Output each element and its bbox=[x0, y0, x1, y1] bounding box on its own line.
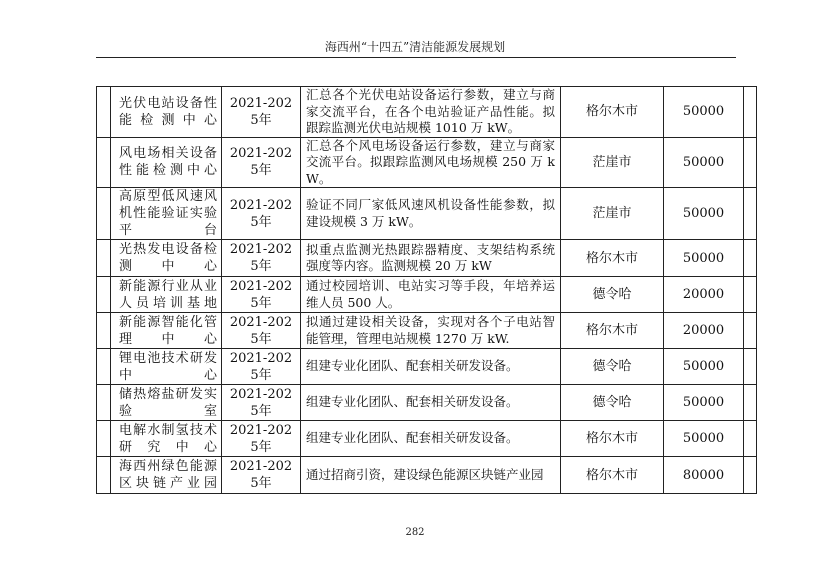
project-table bbox=[96, 86, 757, 494]
project-investment: 50000 bbox=[664, 188, 744, 240]
project-location: 格尔木市 bbox=[561, 457, 664, 494]
project-period: 2021-2025年 bbox=[222, 349, 301, 385]
project-period: 2021-2025年 bbox=[222, 313, 301, 349]
project-name: 储热熔盐研发实验室 bbox=[111, 385, 222, 421]
project-location: 茫崖市 bbox=[561, 137, 664, 188]
left-cell bbox=[97, 188, 111, 240]
right-cell bbox=[744, 87, 757, 138]
project-location: 德令哈 bbox=[561, 349, 664, 385]
project-name: 海西州绿色能源区块链产业园 bbox=[111, 457, 222, 494]
project-period: 2021-2025年 bbox=[222, 87, 301, 138]
left-cell bbox=[97, 87, 111, 138]
table-row bbox=[97, 188, 757, 240]
project-investment: 50000 bbox=[664, 87, 744, 138]
project-period: 2021-2025年 bbox=[222, 277, 301, 313]
table-row bbox=[97, 240, 757, 277]
table-row bbox=[97, 313, 757, 349]
left-cell bbox=[97, 137, 111, 188]
project-description: 组建专业化团队、配套相关研发设备。 bbox=[301, 349, 561, 385]
table-row bbox=[97, 385, 757, 421]
project-investment: 20000 bbox=[664, 277, 744, 313]
table-row bbox=[97, 349, 757, 385]
left-cell bbox=[97, 240, 111, 277]
left-cell bbox=[97, 385, 111, 421]
project-description: 汇总各个光伏电站设备运行参数，建立与商家交流平台，在各个电站验证产品性能。拟跟踪监测光伏电站规模 1010 万 kW。 bbox=[301, 87, 561, 138]
project-location: 格尔木市 bbox=[561, 87, 664, 138]
project-investment: 20000 bbox=[664, 313, 744, 349]
project-description: 组建专业化团队、配套相关研发设备。 bbox=[301, 385, 561, 421]
right-cell bbox=[744, 385, 757, 421]
project-investment: 50000 bbox=[664, 240, 744, 277]
right-cell bbox=[744, 137, 757, 188]
right-cell bbox=[744, 313, 757, 349]
page-header: 海西州“十四五”清洁能源发展规划 bbox=[324, 40, 506, 54]
right-cell bbox=[744, 240, 757, 277]
project-location: 茫崖市 bbox=[561, 188, 664, 240]
project-description: 汇总各个风电场设备运行参数，建立与商家交流平台。拟跟踪监测风电场规模 250 万 kW。 bbox=[301, 137, 561, 188]
project-investment: 50000 bbox=[664, 137, 744, 188]
project-location: 格尔木市 bbox=[561, 240, 664, 277]
left-cell bbox=[97, 277, 111, 313]
project-name: 锂电池技术研发中心 bbox=[111, 349, 222, 385]
project-period: 2021-2025年 bbox=[222, 385, 301, 421]
project-period: 2021-2025年 bbox=[222, 457, 301, 494]
project-investment: 80000 bbox=[664, 457, 744, 494]
project-location: 格尔木市 bbox=[561, 313, 664, 349]
project-period: 2021-2025年 bbox=[222, 421, 301, 457]
project-location: 德令哈 bbox=[561, 277, 664, 313]
project-description: 验证不同厂家低风速风机设备性能参数，拟建设规模 3 万 kW。 bbox=[301, 188, 561, 240]
header-rule bbox=[96, 57, 736, 58]
left-cell bbox=[97, 421, 111, 457]
project-location: 德令哈 bbox=[561, 385, 664, 421]
left-cell bbox=[97, 349, 111, 385]
project-name: 光热发电设备检测中心 bbox=[111, 240, 222, 277]
right-cell bbox=[744, 421, 757, 457]
project-period: 2021-2025年 bbox=[222, 188, 301, 240]
table-row bbox=[97, 457, 757, 494]
project-investment: 50000 bbox=[664, 421, 744, 457]
right-cell bbox=[744, 457, 757, 494]
project-name: 高原型低风速风机性能验证实验平台 bbox=[111, 188, 222, 240]
page-number: 282 bbox=[405, 527, 425, 538]
project-location: 格尔木市 bbox=[561, 421, 664, 457]
project-period: 2021-2025年 bbox=[222, 240, 301, 277]
project-description: 通过校园培训、电站实习等手段，年培养运维人员 500 人。 bbox=[301, 277, 561, 313]
table-row bbox=[97, 137, 757, 188]
left-cell bbox=[97, 313, 111, 349]
project-description: 通过招商引资，建设绿色能源区块链产业园 bbox=[301, 457, 561, 494]
table-row bbox=[97, 421, 757, 457]
project-description: 拟重点监测光热跟踪器精度、支架结构系统强度等内容。监测规模 20 万 kW bbox=[301, 240, 561, 277]
project-name: 风电场相关设备性能检测中心 bbox=[111, 137, 222, 188]
right-cell bbox=[744, 188, 757, 240]
table-row bbox=[97, 277, 757, 313]
project-name: 电解水制氢技术研究中心 bbox=[111, 421, 222, 457]
project-name: 新能源行业从业人员培训基地 bbox=[111, 277, 222, 313]
table-body bbox=[97, 87, 757, 494]
right-cell bbox=[744, 277, 757, 313]
project-name: 光伏电站设备性能检测中心 bbox=[111, 87, 222, 138]
project-period: 2021-2025年 bbox=[222, 137, 301, 188]
project-description: 拟通过建设相关设备，实现对各个子电站智能管理，管理电站规模 1270 万 kW. bbox=[301, 313, 561, 349]
project-name: 新能源智能化管理中心 bbox=[111, 313, 222, 349]
project-investment: 50000 bbox=[664, 385, 744, 421]
project-description: 组建专业化团队、配套相关研发设备。 bbox=[301, 421, 561, 457]
project-table-wrap bbox=[96, 86, 736, 494]
project-investment: 50000 bbox=[664, 349, 744, 385]
table-row bbox=[97, 87, 757, 138]
left-cell bbox=[97, 457, 111, 494]
right-cell bbox=[744, 349, 757, 385]
